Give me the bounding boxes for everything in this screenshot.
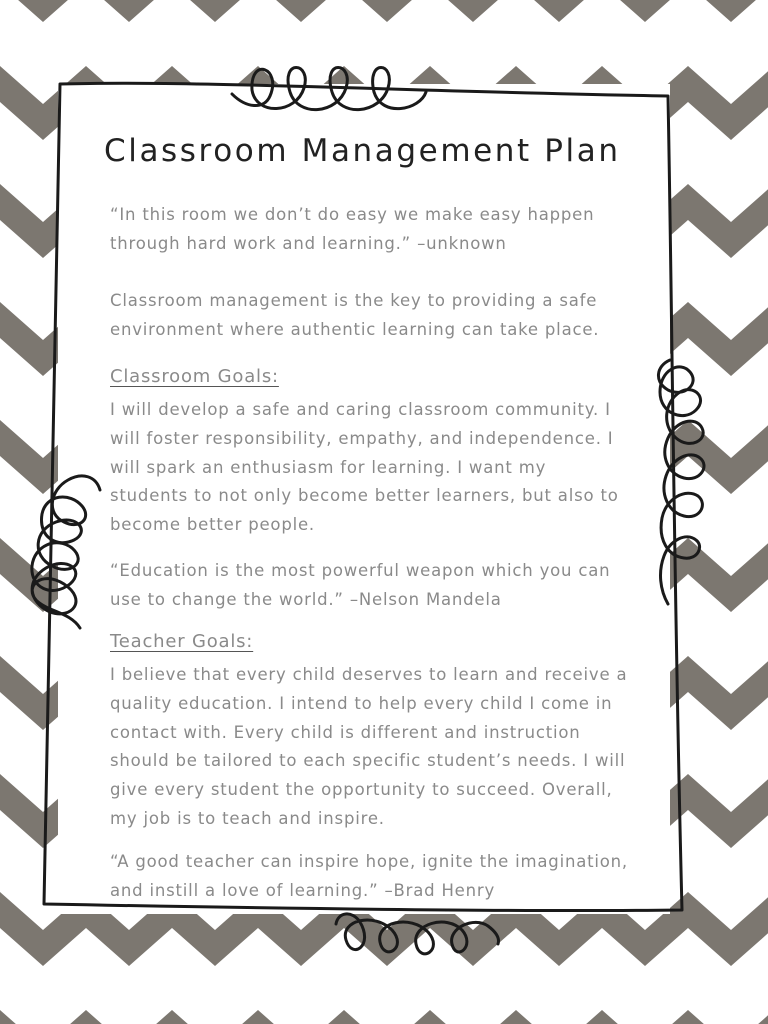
page-title: Classroom Management Plan: [104, 133, 621, 169]
mandela-quote: “Education is the most powerful weapon which you can use to change the world.” –Nelson Mandela: [110, 561, 611, 609]
opening-quote: “In this room we don’t do easy we make easy happen through hard work and learning.” –unknown: [110, 205, 595, 253]
teacher-goals-heading: Teacher Goals:: [110, 631, 254, 652]
chevron-stripe: [0, 0, 768, 22]
teacher-goals-paragraph: I believe that every child deserves to learn and receive a quality education. I intend to help every child I come in contact with. Every child is different and instruction should be tailored to each specific student’s needs. I will give every student the opportunity to succeed. Overall, my job is to teach and inspire.: [110, 665, 628, 828]
chevron-stripe: [0, 1010, 768, 1024]
classroom-goals-paragraph: I will develop a safe and caring classroom community. I will foster responsibility, empathy, and independence. I will spark an enthusiasm for learning. I want my students to not only become better learners, but also to become better people.: [110, 400, 619, 535]
closing-quote: “A good teacher can inspire hope, ignite the imagination, and instill a love of learning.” –Brad Henry: [110, 852, 628, 900]
classroom-goals-heading: Classroom Goals:: [110, 366, 279, 387]
intro-paragraph: Classroom management is the key to providing a safe environment where authentic learning can take place.: [110, 291, 600, 339]
